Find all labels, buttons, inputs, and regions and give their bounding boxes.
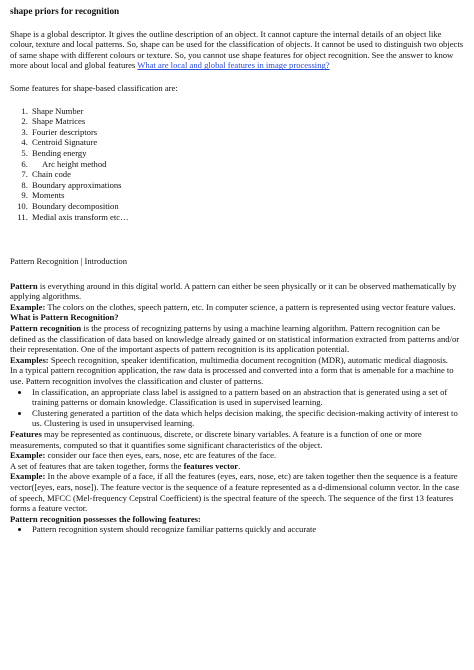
local-global-features-link[interactable]: What are local and global features in image processing?	[137, 60, 330, 71]
typical-application-paragraph: In a typical pattern recognition application, the raw data is processed and converted into a form that is amenable for a machine to use. Pattern recognition involves the classification and cluster of patterns.	[10, 365, 454, 387]
list-item: 3. Fourier descriptors	[30, 127, 464, 138]
feature-vector-paragraph: A set of features that are taken together, forms the features vector.	[10, 460, 241, 471]
document-title: shape priors for recognition	[10, 6, 120, 16]
list-item: • Clustering generated a partition of the data which helps decision making, the specific decision-making activity of interest to us. Clustering is used in unsupervised learning.	[30, 408, 464, 429]
list-item: 11. Medial axis transform etc…	[30, 212, 464, 223]
list-item: 5. Bending energy	[30, 148, 464, 159]
pattern-recognition-paragraph: Pattern recognition is the process of recognizing patterns by using a machine learning algorithm. Pattern recognition can be defined as the classification of data based on knowledge already gained or on statistical information extracted from patterns and/or their representation. One of the important aspects of pattern recognition is its application potential.	[10, 323, 460, 355]
section-header: Pattern Recognition | Introduction	[10, 256, 127, 267]
intro-paragraph	[10, 29, 464, 71]
face-example-paragraph: Example: consider our face then eyes, ears, nose, etc are features of the face.	[10, 450, 277, 461]
list-intro: Some features for shape-based classification are:	[10, 82, 178, 93]
pattern-paragraph: Pattern is everything around in this digital world. A pattern can either be seen physically or it can be observed mathematically by applying algorithms.	[10, 280, 457, 302]
possesses-bullets	[10, 524, 464, 535]
list-item: 9. Moments	[30, 190, 464, 201]
list-item: • In classification, an appropriate class label is assigned to a pattern based on an abstraction that is generated using a set of training patterns or domain knowledge. Classification is used in supervised learning.	[30, 387, 464, 408]
possesses-heading: Pattern recognition possesses the following features:	[10, 513, 201, 524]
list-item: 8. Boundary approximations	[30, 180, 464, 191]
features-paragraph: Features may be represented as continuous, discrete, or discrete binary variables. A feature is a function of one or more measurements, computed so that it quantifies some significant characteristics of the object.	[10, 429, 422, 450]
shape-features-list	[10, 106, 464, 223]
question-heading: What is Pattern Recognition?	[10, 312, 119, 323]
list-item: 2. Shape Matrices	[30, 116, 464, 127]
list-item: 1. Shape Number	[30, 106, 464, 117]
intro-text: Shape is a global descriptor. It gives the outline description of an object. It cannot capture the internal details of an object like colour, texture and local patterns. So, shape can be used for the classification of objects. It cannot be used to distinguish two objects of same shape with different colours or texture. So, you cannot use shape features for object recognition. See the answer to know more about local and global features	[10, 28, 464, 71]
list-item: 4. Centroid Signature	[30, 137, 464, 148]
list-item: • Pattern recognition system should recognize familiar patterns quickly and accurate	[30, 524, 464, 535]
spacer	[10, 222, 464, 256]
examples-paragraph: Examples: Speech recognition, speaker identification, multimedia document recognition (MDR), automatic medical diagnosis.	[10, 354, 448, 365]
vector-example-paragraph: Example: In the above example of a face, if all the features (eyes, ears, nose, etc) are taken together then the sequence is a feature vector([eyes, ears, nose]). The feature vector is the sequence of a feature represented as a d-dimensional column vector. In the case of speech, MFCC (Mel-frequency Cepstral Coefficient) is the spectral feature of the speech. The sequence of the first 13 features forms a feature vector.	[10, 471, 460, 514]
classification-bullets	[10, 387, 464, 429]
list-item: 10. Boundary decomposition	[30, 201, 464, 212]
list-item: 6. Arc height method	[30, 159, 464, 170]
list-item: 7. Chain code	[30, 169, 464, 180]
example-paragraph: Example: The colors on the clothes, speech pattern, etc. In computer science, a pattern is represented using vector feature values.	[10, 301, 456, 312]
